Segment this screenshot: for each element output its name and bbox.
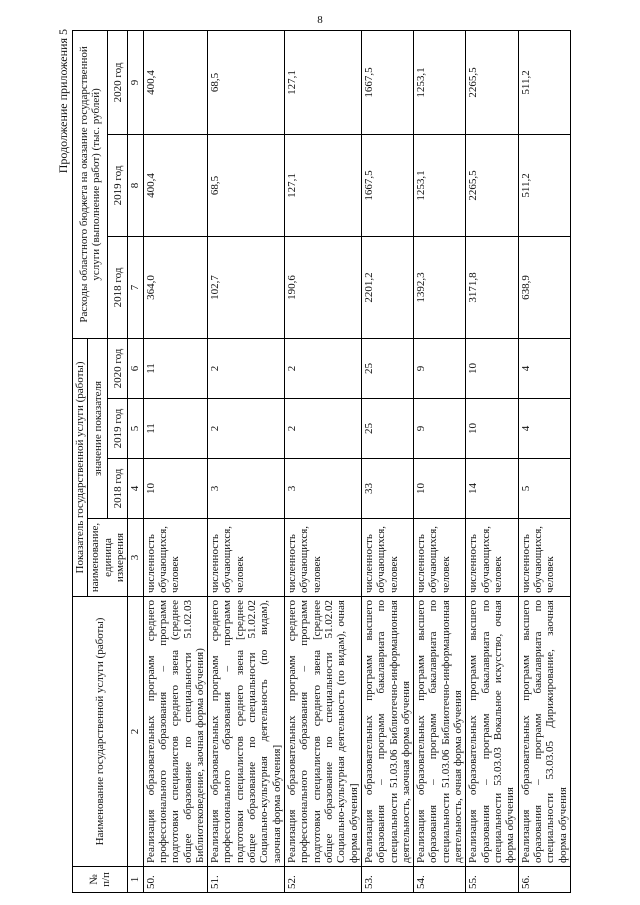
value-2019: 9 bbox=[414, 399, 466, 459]
indicator-unit: численность обучающихся, человек bbox=[143, 519, 208, 597]
column-number: 7 bbox=[128, 236, 143, 338]
column-number: 2 bbox=[128, 597, 143, 867]
expense-2018: 364,0 bbox=[143, 236, 208, 338]
table-row bbox=[208, 30, 285, 892]
value-2019: 2 bbox=[285, 399, 362, 459]
header-expense-2019: 2019 год bbox=[108, 134, 128, 236]
header-value-2018: 2018 год bbox=[108, 459, 128, 519]
value-2018: 5 bbox=[518, 459, 570, 519]
indicator-unit: численность обучающихся, человек bbox=[285, 519, 362, 597]
expense-2018: 2201,2 bbox=[361, 236, 413, 338]
expense-2019: 127,1 bbox=[285, 134, 362, 236]
expense-2019: 1667,5 bbox=[361, 134, 413, 236]
table-row bbox=[414, 30, 466, 892]
service-name: Реализация образовательных программ среднего профессионального образования – программ подготовки специалистов среднего звена [среднее общее образование по специальности 51.02.02 Социально-культурная деятельность (по видам), очная форма обучения] bbox=[285, 597, 362, 867]
expense-2020: 1667,5 bbox=[361, 30, 413, 134]
expense-2018: 638,9 bbox=[518, 236, 570, 338]
column-number: 9 bbox=[128, 30, 143, 134]
value-2020: 25 bbox=[361, 338, 413, 398]
row-number: 52. bbox=[285, 867, 362, 893]
header-value: значение показателя bbox=[88, 338, 108, 518]
value-2020: 4 bbox=[518, 338, 570, 398]
expense-2018: 3171,8 bbox=[466, 236, 518, 338]
row-number: 53. bbox=[361, 867, 413, 893]
value-2020: 11 bbox=[143, 338, 208, 398]
header-expense-2020: 2020 год bbox=[108, 30, 128, 134]
value-2019: 2 bbox=[208, 399, 285, 459]
indicator-unit: численность обучающихся, человек bbox=[466, 519, 518, 597]
value-2019: 10 bbox=[466, 399, 518, 459]
value-2018: 3 bbox=[208, 459, 285, 519]
service-name: Реализация образовательных программ среднего профессионального образования – программ подготовки специалистов среднего звена (среднее общее образование по специальности 51.02.03 Библиотековедение, заочная форма обучения) bbox=[143, 597, 208, 867]
table-row bbox=[285, 30, 362, 892]
header-expense-2018: 2018 год bbox=[108, 236, 128, 338]
expense-2018: 190,6 bbox=[285, 236, 362, 338]
header-no: № п/п bbox=[73, 867, 128, 893]
expense-2019: 68,5 bbox=[208, 134, 285, 236]
value-2018: 14 bbox=[466, 459, 518, 519]
column-numbers-row bbox=[128, 30, 143, 892]
table-row bbox=[361, 30, 413, 892]
table-row bbox=[466, 30, 518, 892]
expense-2019: 400,4 bbox=[143, 134, 208, 236]
expense-2020: 511,2 bbox=[518, 30, 570, 134]
expense-2019: 1253,1 bbox=[414, 134, 466, 236]
expense-2020: 1253,1 bbox=[414, 30, 466, 134]
value-2019: 25 bbox=[361, 399, 413, 459]
column-number: 8 bbox=[128, 134, 143, 236]
indicator-unit: численность обучающихся, человек bbox=[208, 519, 285, 597]
expense-2020: 68,5 bbox=[208, 30, 285, 134]
value-2019: 11 bbox=[143, 399, 208, 459]
row-number: 51. bbox=[208, 867, 285, 893]
service-name: Реализация образовательных программ высшего образования – программ бакалавриата по специальности 51.03.06 Библиотечно-информационная деятельность, заочная форма обучения bbox=[361, 597, 413, 867]
continuation-note: Продолжение приложения 5 bbox=[56, 29, 70, 174]
page-number: 8 bbox=[317, 14, 323, 26]
row-number: 55. bbox=[466, 867, 518, 893]
row-number: 56. bbox=[518, 867, 570, 893]
value-2018: 10 bbox=[143, 459, 208, 519]
service-name: Реализация образовательных программ высшего образования – программ бакалавриата по специальности 53.03.03 Вокальное искусство, очная форма обучения bbox=[466, 597, 518, 867]
column-number: 4 bbox=[128, 459, 143, 519]
value-2018: 33 bbox=[361, 459, 413, 519]
value-2020: 2 bbox=[208, 338, 285, 398]
expense-2020: 127,1 bbox=[285, 30, 362, 134]
services-table bbox=[72, 30, 571, 893]
header-value-2020: 2020 год bbox=[108, 338, 128, 398]
column-number: 5 bbox=[128, 399, 143, 459]
row-number: 50. bbox=[143, 867, 208, 893]
service-name: Реализация образовательных программ высшего образования – программ бакалавриата по специальности 51.03.06 Библиотечно-информационная деятельность, очная форма обучения bbox=[414, 597, 466, 867]
indicator-unit: численность обучающихся, человек bbox=[361, 519, 413, 597]
row-number: 54. bbox=[414, 867, 466, 893]
service-name: Реализация образовательных программ высшего образования – программ бакалавриата по специальности 53.03.05 Дирижирование, заочная форма обучения bbox=[518, 597, 570, 867]
indicator-unit: численность обучающихся, человек bbox=[414, 519, 466, 597]
expense-2019: 511,2 bbox=[518, 134, 570, 236]
expense-2018: 1392,3 bbox=[414, 236, 466, 338]
expense-2018: 102,7 bbox=[208, 236, 285, 338]
expense-2019: 2265,5 bbox=[466, 134, 518, 236]
table-header bbox=[73, 30, 144, 892]
expense-2020: 400,4 bbox=[143, 30, 208, 134]
header-value-2019: 2019 год bbox=[108, 399, 128, 459]
value-2020: 9 bbox=[414, 338, 466, 398]
table-row bbox=[143, 30, 208, 892]
value-2020: 10 bbox=[466, 338, 518, 398]
header-expense: Расходы областного бюджета на оказание государственной услуги (выполнение работ) (тыс. рублей) bbox=[73, 30, 108, 338]
value-2019: 4 bbox=[518, 399, 570, 459]
header-service-name: Наименование государственной услуги (работы) bbox=[73, 597, 128, 867]
value-2020: 2 bbox=[285, 338, 362, 398]
table-body bbox=[143, 30, 570, 892]
rotated-page bbox=[56, 23, 590, 893]
column-number: 3 bbox=[128, 519, 143, 597]
header-unit: наименование, единица измерения bbox=[88, 519, 128, 597]
service-name: Реализация образовательных программ среднего профессионального образования – программ подготовки специалистов среднего звена [среднее общее образование по специальности 51.02.02 Социально-культурная деятельность (по видам), заочная форма обучения] bbox=[208, 597, 285, 867]
indicator-unit: численность обучающихся, человек bbox=[518, 519, 570, 597]
table-row bbox=[518, 30, 570, 892]
header-indicator: Показатель государственной услуги (работы) bbox=[73, 338, 88, 596]
column-number: 1 bbox=[128, 867, 143, 893]
expense-2020: 2265,5 bbox=[466, 30, 518, 134]
value-2018: 3 bbox=[285, 459, 362, 519]
column-number: 6 bbox=[128, 338, 143, 398]
value-2018: 10 bbox=[414, 459, 466, 519]
